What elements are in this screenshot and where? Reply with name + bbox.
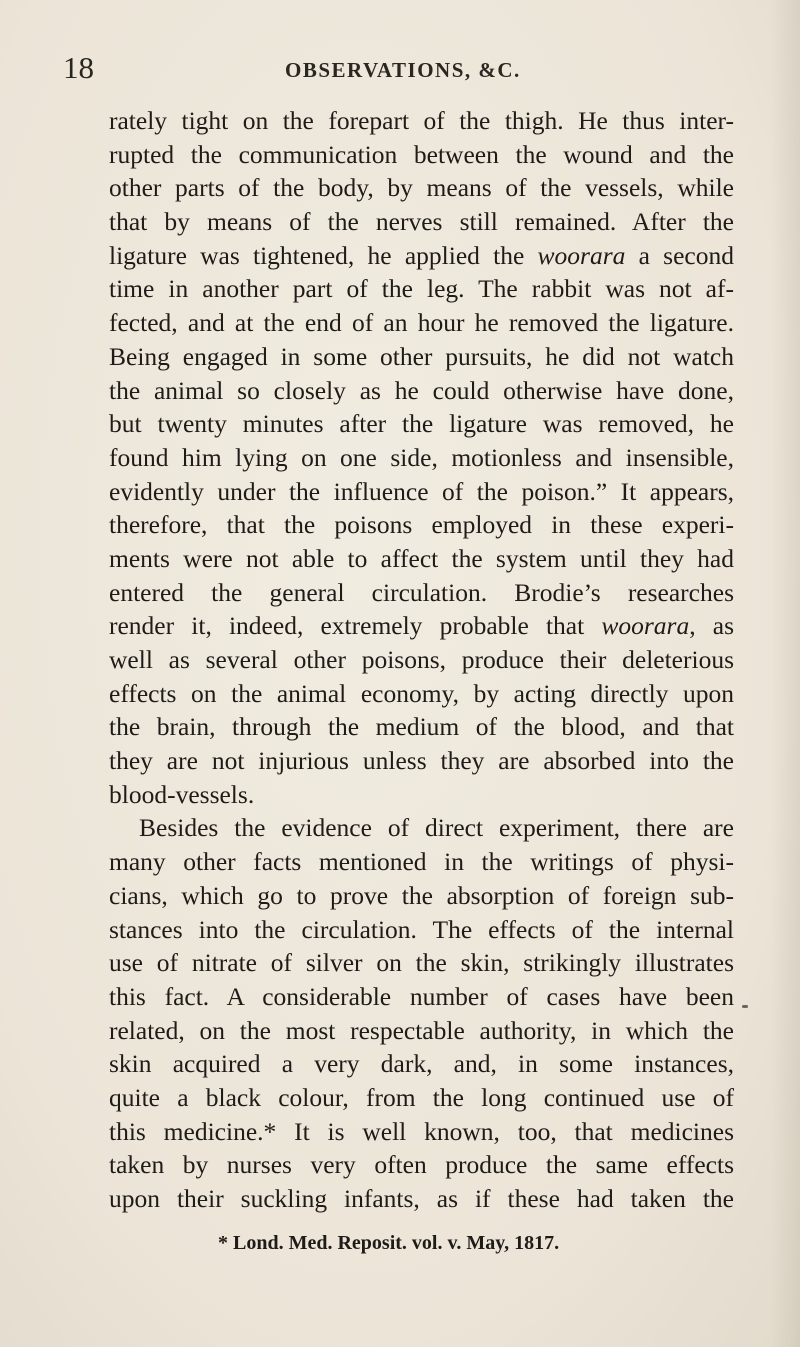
text-line: but twenty minutes after the ligature was removed, he [109, 409, 734, 439]
text-line: entered the general circulation. Brodie’s researches [109, 577, 734, 607]
text-line: ligature was tightened, he applied the woorara a second [109, 240, 734, 270]
text-line: taken by nurses very often produce the same effects [109, 1150, 734, 1180]
text-line: therefore, that the poisons employed in these experi- [109, 510, 734, 540]
page-edge-shadow [770, 0, 800, 1347]
page-header [0, 48, 800, 88]
text-line: evidently under the influence of the poison.” It appears, [109, 476, 734, 506]
text-line: rupted the communication between the wound and the [109, 139, 734, 169]
text-line: effects on the animal economy, by acting directly upon [109, 678, 734, 708]
text-line: use of nitrate of silver on the skin, strikingly illustrates [109, 948, 734, 978]
text-line: related, on the most respectable authority, in which the [109, 1015, 734, 1045]
italic-term: woorara [537, 240, 626, 270]
text-line: Besides the evidence of direct experiment, there are [139, 813, 734, 843]
text-line: time in another part of the leg. The rabbit was not af- [109, 274, 734, 304]
text-line: Being engaged in some other pursuits, he did not watch [109, 341, 734, 371]
text-line: quite a black colour, from the long continued use of [109, 1082, 734, 1112]
text-line: ments were not able to affect the system until they had [109, 543, 734, 573]
text-line: stances into the circulation. The effects of the internal [109, 914, 734, 944]
text-line: other parts of the body, by means of the vessels, while [109, 173, 734, 203]
text-line: skin acquired a very dark, and, in some instances, [109, 1049, 734, 1079]
margin-mark [742, 1005, 748, 1008]
text-line: that by means of the nerves still remained. After the [109, 207, 734, 237]
text-line: found him lying on one side, motionless and insensible, [109, 442, 734, 472]
text-line: they are not injurious unless they are absorbed into the [109, 746, 734, 776]
text-line: many other facts mentioned in the writings of physi- [109, 847, 734, 877]
page-number: 18 [63, 50, 94, 85]
body-text [109, 104, 734, 1216]
text-line: blood-vessels. [109, 779, 255, 809]
text-line: rately tight on the forepart of the thigh. He thus inter- [109, 106, 734, 135]
running-head: OBSERVATIONS, &C. [285, 58, 521, 82]
text-line: the animal so closely as he could otherwise have done, [109, 375, 734, 405]
text-line: this medicine.* It is well known, too, that medicines [109, 1116, 734, 1146]
text-line: render it, indeed, extremely probable that woorara, as [109, 611, 734, 641]
text-line: upon their suckling infants, as if these had taken the [109, 1184, 734, 1213]
italic-term: woorara [601, 611, 690, 641]
text-line: cians, which go to prove the absorption of foreign sub- [109, 880, 734, 910]
text-line: the brain, through the medium of the blood, and that [109, 712, 734, 742]
text-line: fected, and at the end of an hour he removed the ligature. [109, 308, 734, 338]
text-line: this fact. A considerable number of cases have been [109, 981, 734, 1011]
text-line: well as several other poisons, produce their deleterious [109, 645, 734, 674]
footnote: * Lond. Med. Reposit. vol. v. May, 1817. [218, 1232, 560, 1254]
